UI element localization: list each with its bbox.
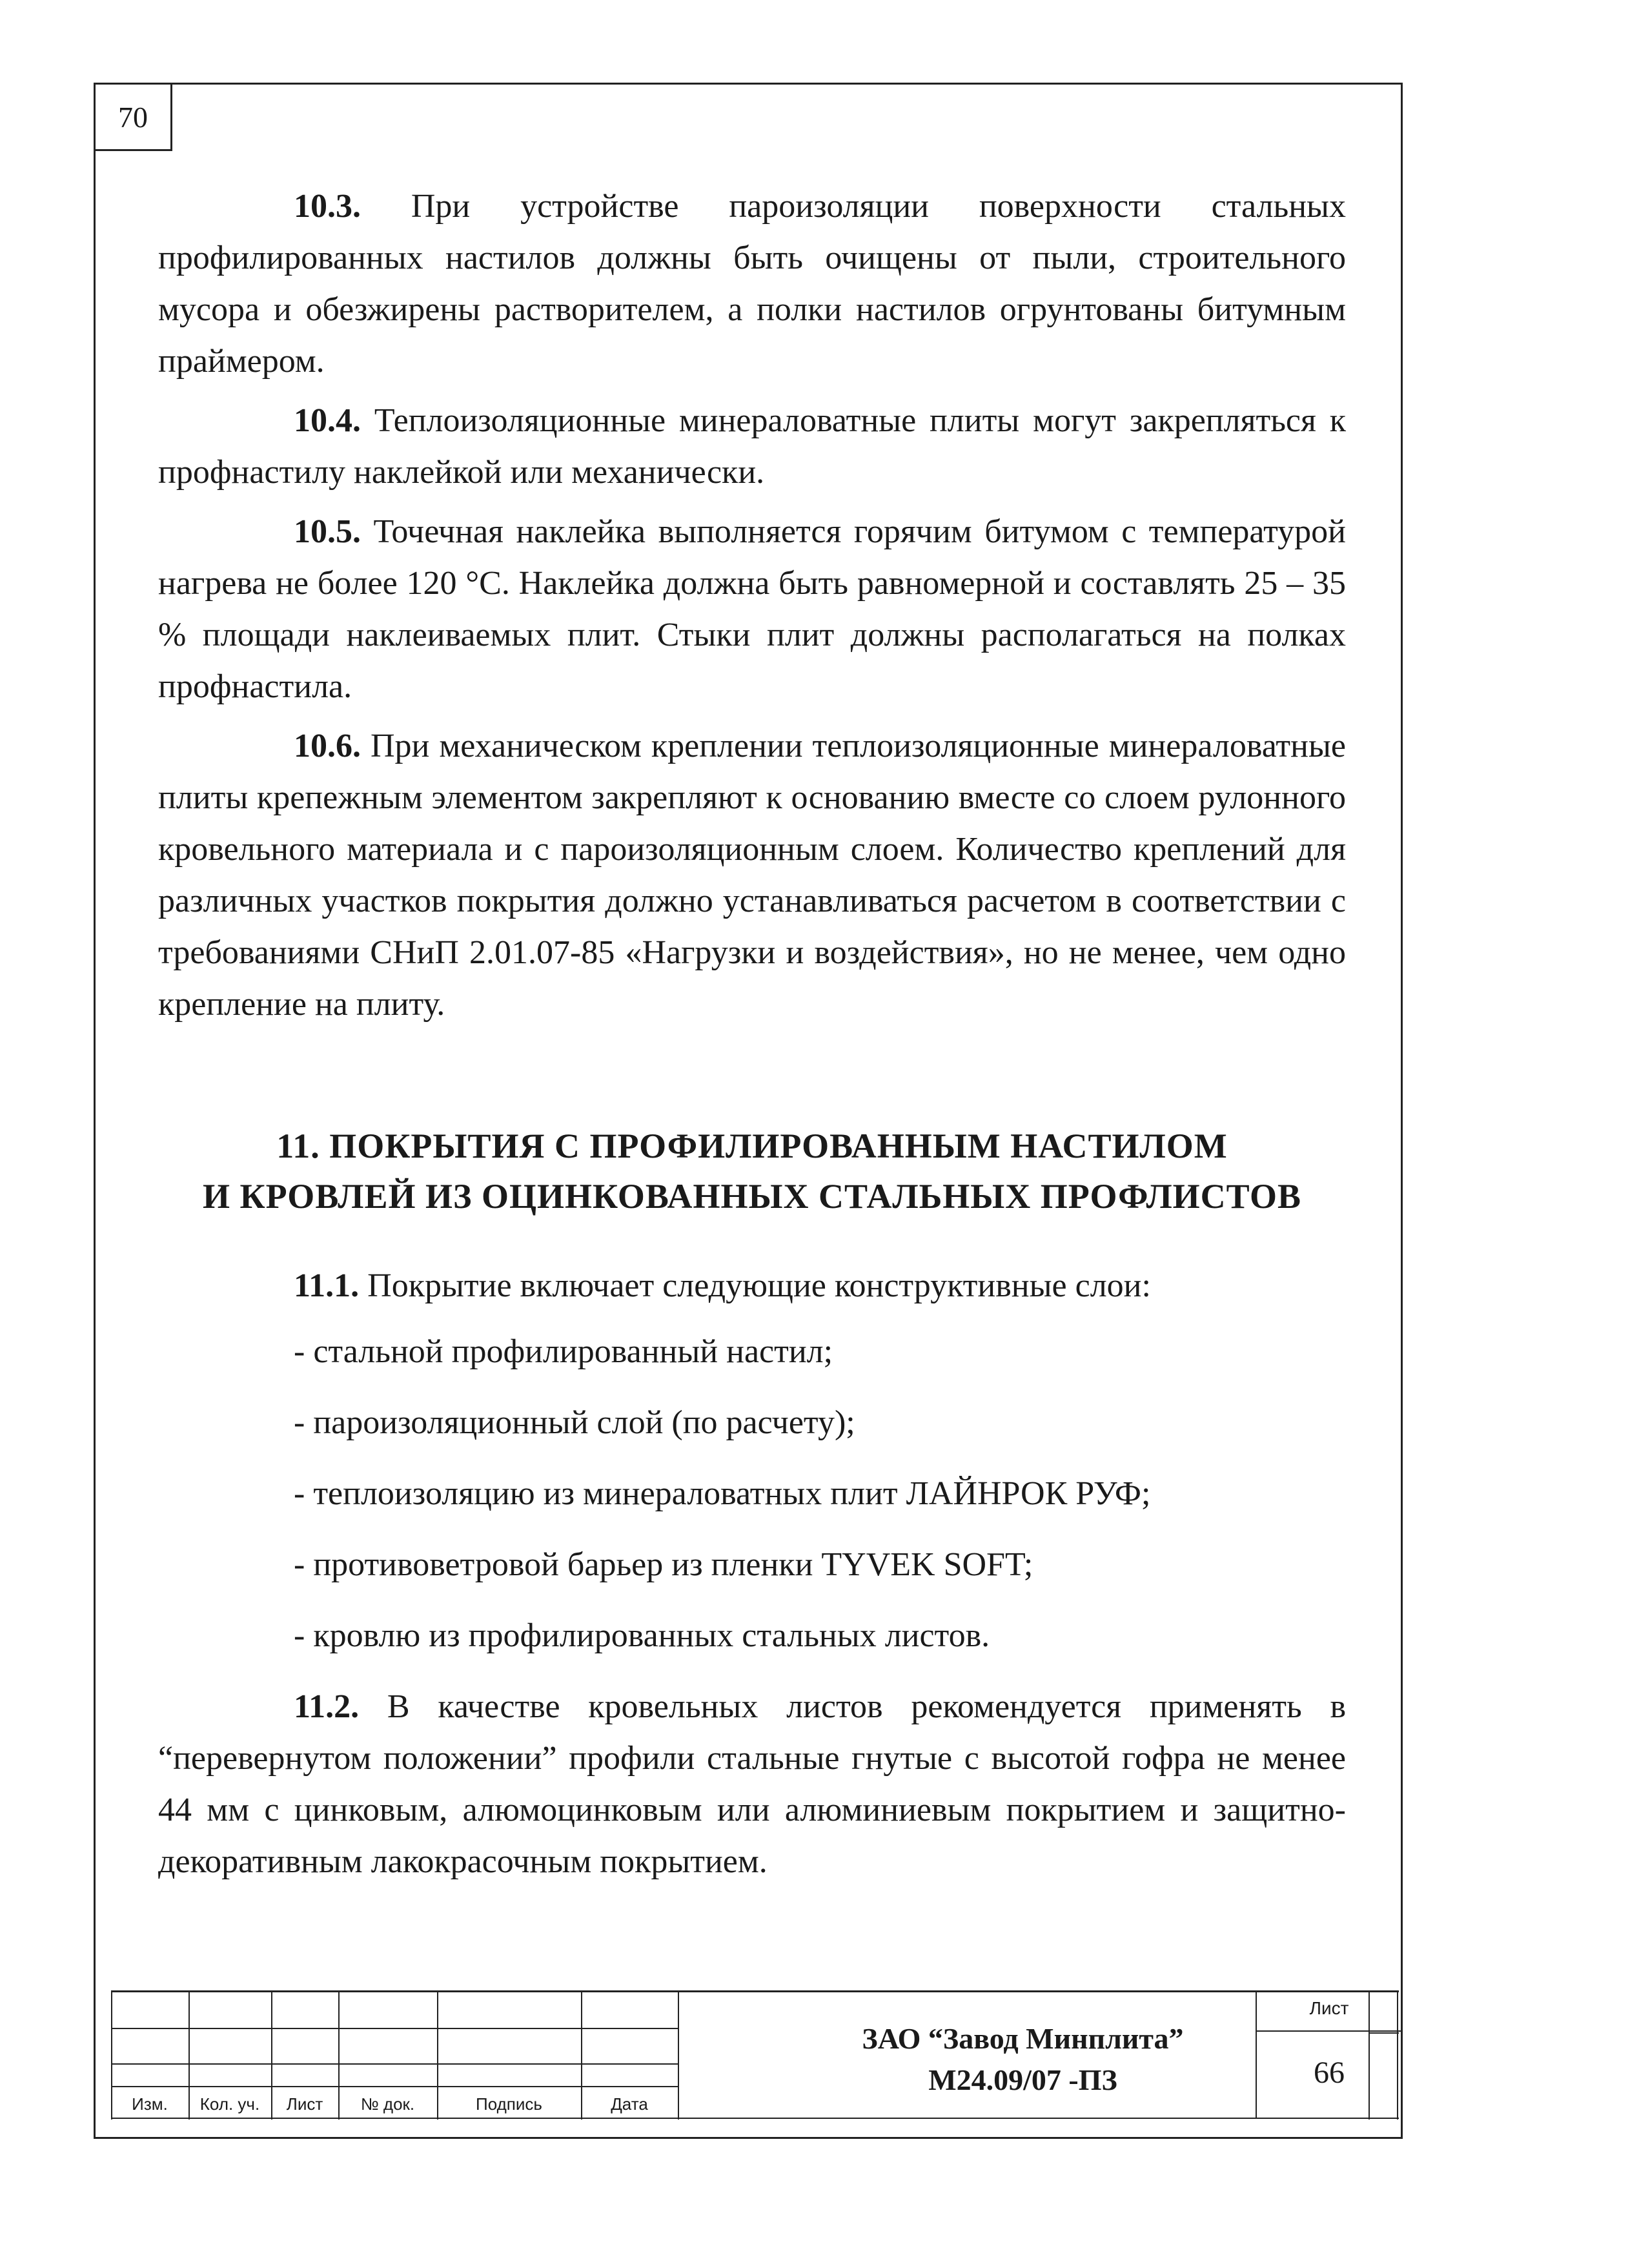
title-block xyxy=(111,1990,1399,2120)
paragraph-text: При механическом креплении теплоизоляционные минераловатные плиты крепежным элементом закрепляют к основанию вместе со слоем рулонного кровельного материала и с пароизоляционным слоем. Количество креплений для различных участков покрытия должно устанавливаться расчетом в соответствии с требованиями СНиП 2.01.07-85 «Нагрузки и воздействия», но не менее, чем одно крепление на плиту. xyxy=(158,728,1346,1023)
list-item: - стальной профилированный настил; xyxy=(294,1333,833,1370)
paragraph-11-2 xyxy=(158,1681,1346,1888)
label-list: Лист xyxy=(286,2094,323,2114)
paragraph-11-1 xyxy=(158,1260,1346,1312)
document-body xyxy=(158,181,1346,1895)
paragraph-number: 10.3. xyxy=(294,188,361,225)
list-item: - пароизоляционный слой (по расчету); xyxy=(294,1404,855,1441)
document-code: М24.09/07 -ПЗ xyxy=(928,2063,1117,2096)
sheet-label: Лист xyxy=(1309,1998,1349,2018)
company-name: ЗАО “Завод Минплита” xyxy=(862,2022,1184,2055)
paragraph-10-3 xyxy=(158,181,1346,387)
paragraph-text: Покрытие включает следующие конструктивные слои: xyxy=(367,1267,1151,1304)
list-item: - кровлю из профилированных стальных листов. xyxy=(294,1617,990,1654)
sheet-box xyxy=(1256,1990,1401,2118)
paragraph-number: 11.1. xyxy=(294,1267,360,1304)
section-heading-line2: И КРОВЛЕЙ ИЗ ОЦИНКОВАННЫХ СТАЛЬНЫХ ПРОФЛИСТОВ xyxy=(202,1177,1302,1216)
paragraph-text: Точечная наклейка выполняется горячим битумом с температурой нагрева не более 120 °С. Наклейка должна быть равномерной и составлять 25 – 35 % площади наклеиваемых плит. Стыки плит должны располагаться на полках профнастила. xyxy=(158,513,1347,705)
paragraph-number: 11.2. xyxy=(294,1688,360,1725)
section-heading xyxy=(158,1121,1346,1221)
paragraph-10-6 xyxy=(158,720,1346,1030)
label-doc-num: № док. xyxy=(360,2094,415,2114)
section-heading-line1: 11. ПОКРЫТИЯ С ПРОФИЛИРОВАННЫМ НАСТИЛОМ xyxy=(276,1127,1228,1165)
paragraph-number: 10.4. xyxy=(294,402,361,439)
paragraph-text: В качестве кровельных листов рекомендуется применять в “перевернутом положении” профили стальные гнутые с высотой гофра не менее 44 мм с цинковым, алюмоцинковым или алюминиевым покрытием и защитно-декоративным лакокрасочным покрытием. xyxy=(158,1688,1347,1880)
list-item: - теплоизоляцию из минераловатных плит ЛАЙНРОК РУФ; xyxy=(294,1475,1151,1512)
label-kol-uch: Кол. уч. xyxy=(199,2094,260,2114)
label-signature: Подпись xyxy=(476,2094,542,2114)
sheet-number: 66 xyxy=(1314,2056,1345,2090)
label-date: Дата xyxy=(611,2094,648,2114)
paragraph-text: Теплоизоляционные минераловатные плиты могут закрепляться к профнастилу наклейкой или механически. xyxy=(158,402,1347,491)
paragraph-number: 10.6. xyxy=(294,728,361,764)
page-number: 70 xyxy=(94,83,172,151)
list-item: - противоветровой барьер из пленки TYVEK SOFT; xyxy=(294,1546,1033,1583)
paragraph-text: При устройстве пароизоляции поверхности стальных профилированных настилов должны быть очищены от пыли, строительного мусора и обезжирены растворителем, а полки настилов огрунтованы битумным праймером. xyxy=(158,188,1346,380)
paragraph-10-4 xyxy=(158,395,1346,498)
label-izm: Изм. xyxy=(132,2094,168,2114)
paragraph-10-5 xyxy=(158,506,1346,713)
paragraph-number: 10.5. xyxy=(294,513,361,550)
